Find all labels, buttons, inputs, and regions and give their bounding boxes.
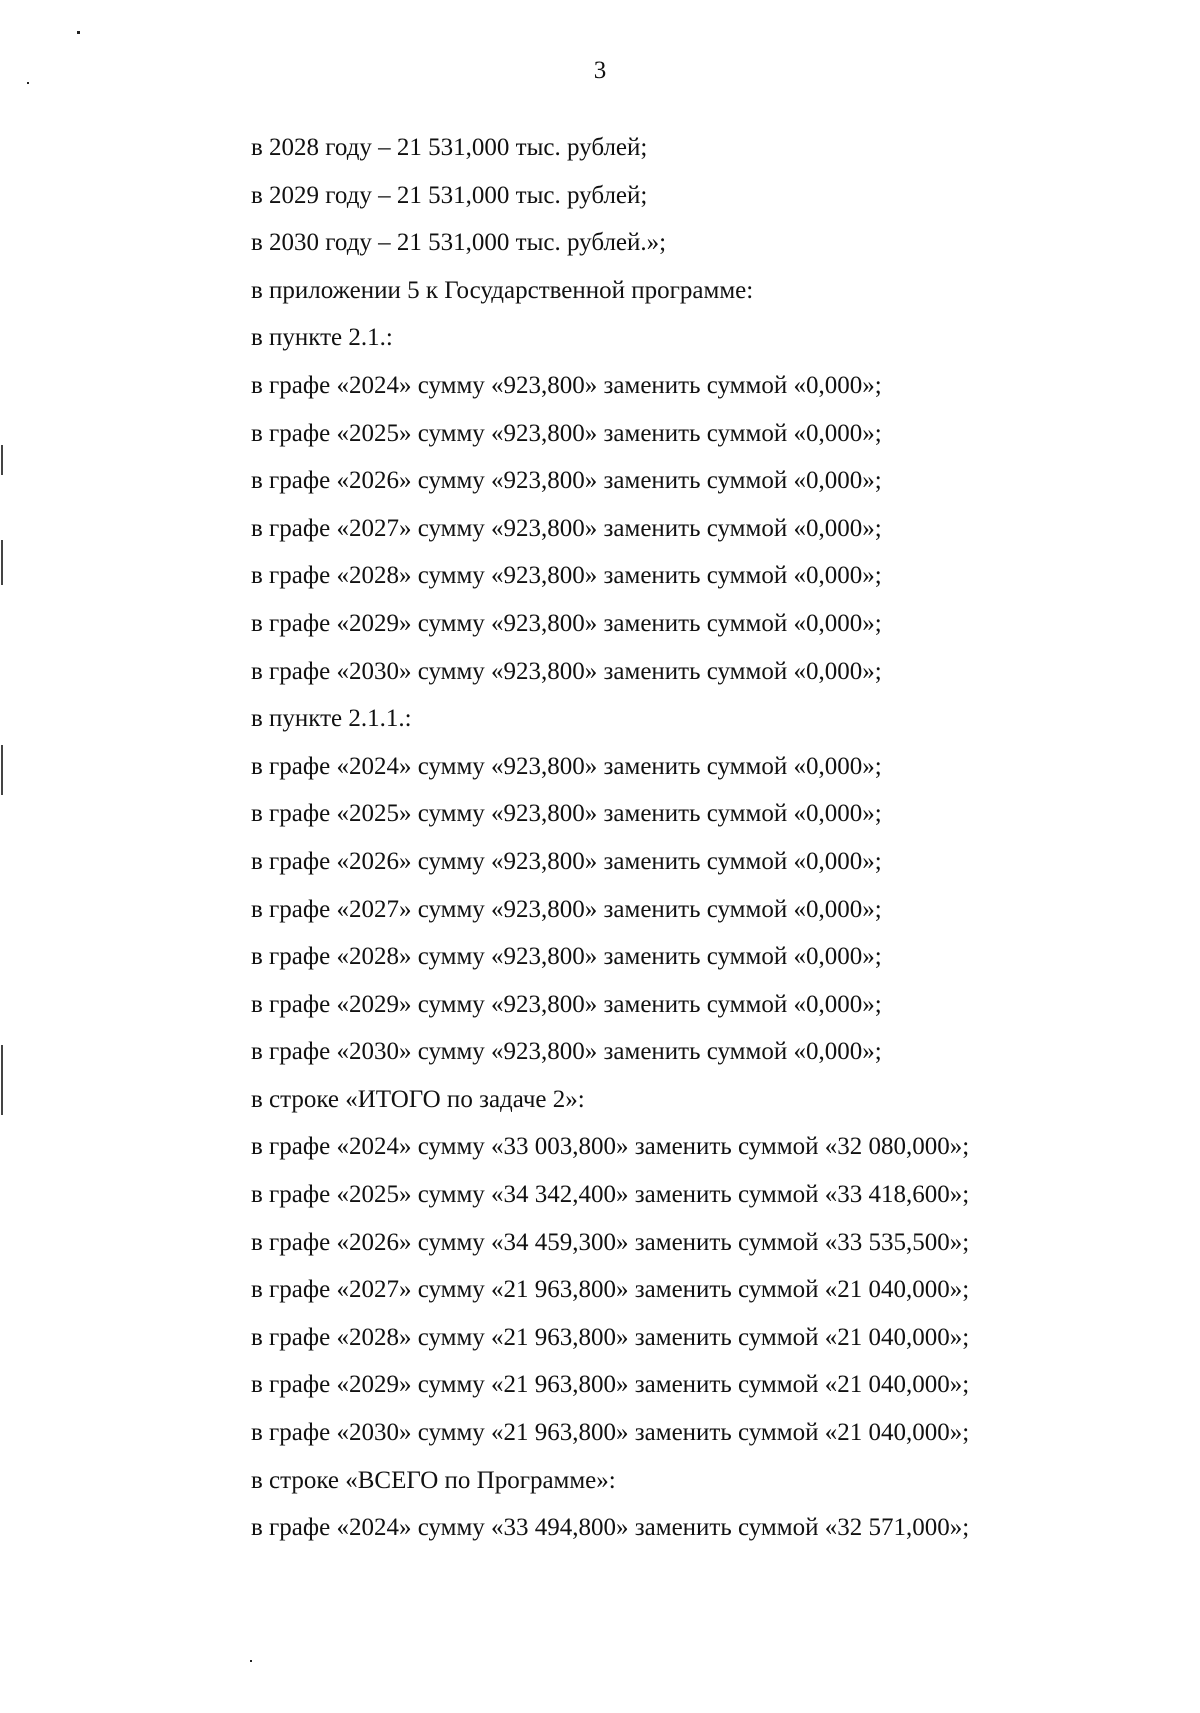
text-line: в приложении 5 к Государственной программе:: [251, 276, 754, 304]
text-line: в 2028 году – 21 531,000 тыс. рублей;: [251, 134, 648, 161]
text-line: в строке «ИТОГО по задаче 2»:: [251, 1085, 585, 1113]
text-line: в графе «2030» сумму «21 963,800» заменить суммой «21 040,000»;: [251, 1419, 970, 1447]
text-line: в графе «2030» сумму «923,800» заменить суммой «0,000»;: [251, 657, 882, 685]
scan-edge-mark: [1, 745, 3, 795]
scan-speck: [27, 82, 29, 84]
text-line: в графе «2029» сумму «21 963,800» заменить суммой «21 040,000»;: [251, 1371, 970, 1399]
text-line: в графе «2029» сумму «923,800» заменить суммой «0,000»;: [251, 609, 882, 637]
text-line: в графе «2029» сумму «923,800» заменить суммой «0,000»;: [251, 990, 882, 1018]
text-line: в графе «2027» сумму «923,800» заменить суммой «0,000»;: [251, 895, 882, 923]
text-line: в графе «2024» сумму «923,800» заменить суммой «0,000»;: [251, 752, 882, 780]
text-line: в графе «2026» сумму «34 459,300» заменить суммой «33 535,500»;: [251, 1228, 970, 1256]
text-line: в пункте 2.1.:: [251, 324, 393, 352]
text-line: в графе «2028» сумму «923,800» заменить суммой «0,000»;: [251, 562, 882, 590]
text-line: в графе «2025» сумму «34 342,400» заменить суммой «33 418,600»;: [251, 1181, 970, 1209]
text-line: в графе «2024» сумму «923,800» заменить суммой «0,000»;: [251, 371, 882, 399]
text-line: в графе «2024» сумму «33 003,800» заменить суммой «32 080,000»;: [251, 1133, 970, 1161]
text-line: в графе «2030» сумму «923,800» заменить суммой «0,000»;: [251, 1038, 882, 1066]
text-line: в графе «2026» сумму «923,800» заменить суммой «0,000»;: [251, 847, 882, 875]
scan-edge-mark: [1, 540, 3, 585]
scan-edge-mark: [1, 1045, 3, 1115]
text-line: в графе «2026» сумму «923,800» заменить суммой «0,000»;: [251, 467, 882, 495]
document-body: [251, 124, 1151, 1552]
text-line: в 2030 году – 21 531,000 тыс. рублей.»;: [251, 229, 667, 257]
text-line: в графе «2028» сумму «21 963,800» заменить суммой «21 040,000»;: [251, 1323, 970, 1351]
text-line: в графе «2025» сумму «923,800» заменить суммой «0,000»;: [251, 419, 882, 447]
text-line: в графе «2025» сумму «923,800» заменить суммой «0,000»;: [251, 800, 882, 828]
page-number: 3: [593, 57, 607, 84]
text-line: в графе «2024» сумму «33 494,800» заменить суммой «32 571,000»;: [251, 1514, 970, 1542]
text-line: в графе «2028» сумму «923,800» заменить суммой «0,000»;: [251, 943, 882, 971]
text-line: в 2029 году – 21 531,000 тыс. рублей;: [251, 181, 648, 209]
scan-edge-mark: [1, 445, 3, 475]
scan-speck: [77, 31, 80, 34]
text-line: в пункте 2.1.1.:: [251, 705, 412, 733]
text-line: в строке «ВСЕГО по Программе»:: [251, 1466, 616, 1494]
text-line: в графе «2027» сумму «21 963,800» заменить суммой «21 040,000»;: [251, 1276, 970, 1304]
text-line: в графе «2027» сумму «923,800» заменить суммой «0,000»;: [251, 514, 882, 542]
scan-speck: [250, 1660, 252, 1662]
